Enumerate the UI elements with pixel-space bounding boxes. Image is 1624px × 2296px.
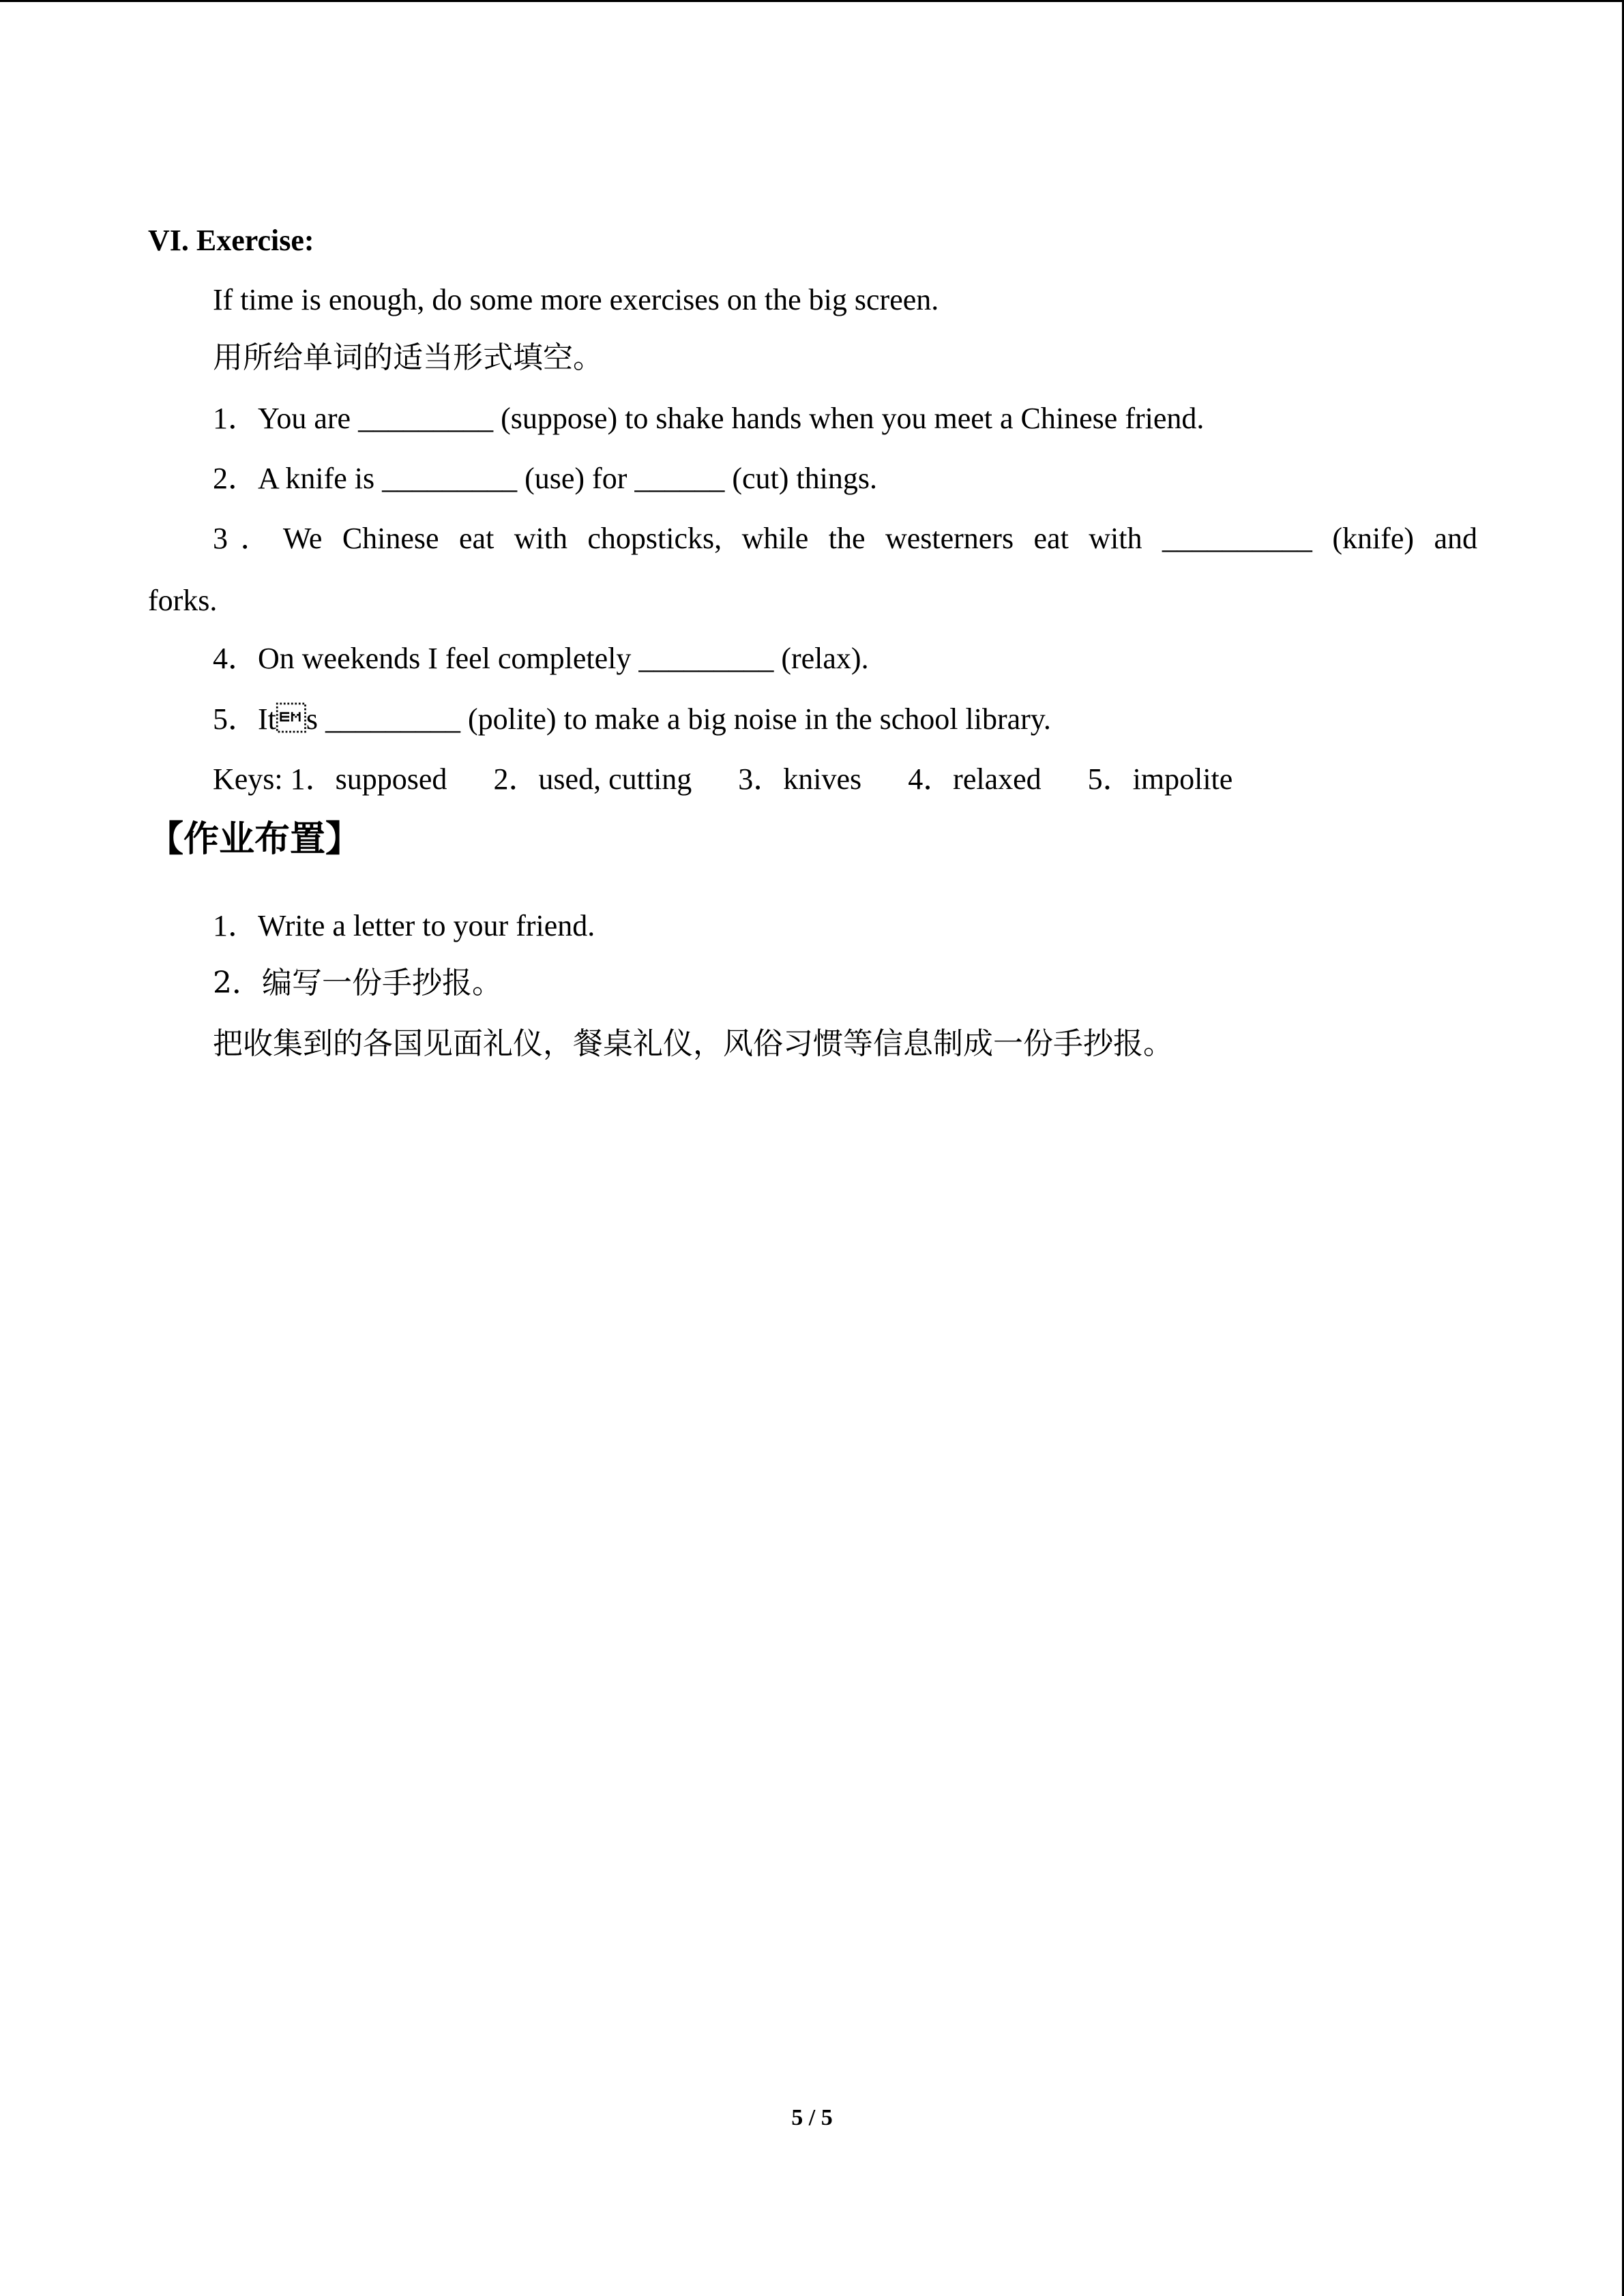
homework-item-2-detail: 把收集到的各国见面礼仪，餐桌礼仪，风俗习惯等信息制成一份手抄报。 xyxy=(213,1026,1173,1061)
homework-item-1: 1．Write a letter to your friend. xyxy=(213,909,595,942)
exercise-item-4: 4．On weekends I feel completely _________ (relax). xyxy=(213,642,869,675)
homework-heading: 【作业布置】 xyxy=(148,819,361,860)
key-4: 4．relaxed xyxy=(908,762,1042,796)
key-5: 5．impolite xyxy=(1087,762,1233,796)
page-number: 5 / 5 xyxy=(791,2105,833,2130)
exercise-item-3-continuation: forks. xyxy=(148,584,218,617)
exercise-instruction: 用所给单词的适当形式填空。 xyxy=(213,340,603,375)
exercise-item-3: 3．We Chinese eat with chopsticks, while the westerners eat with __________ (knife) and xyxy=(213,522,1477,555)
exercise-heading: VI. Exercise: xyxy=(148,224,314,257)
exercise-intro: If time is enough, do some more exercises on the big screen. xyxy=(213,283,939,316)
exercise-item-5: 5．Its _________ (polite) to make a big noise in the school library. xyxy=(213,702,1051,736)
homework-item-2: 2．编写一份手抄报。 xyxy=(213,966,502,1000)
key-1: Keys: 1．supposed xyxy=(213,762,447,796)
exercise-item-1: 1．You are _________ (suppose) to shake hands when you meet a Chinese friend. xyxy=(213,402,1205,435)
exercise-item-2: 2．A knife is _________ (use) for ______ (cut) things. xyxy=(213,462,877,495)
key-2: 2．used, cutting xyxy=(493,762,692,796)
key-3: 3．knives xyxy=(738,762,862,796)
answer-keys xyxy=(213,764,1232,794)
